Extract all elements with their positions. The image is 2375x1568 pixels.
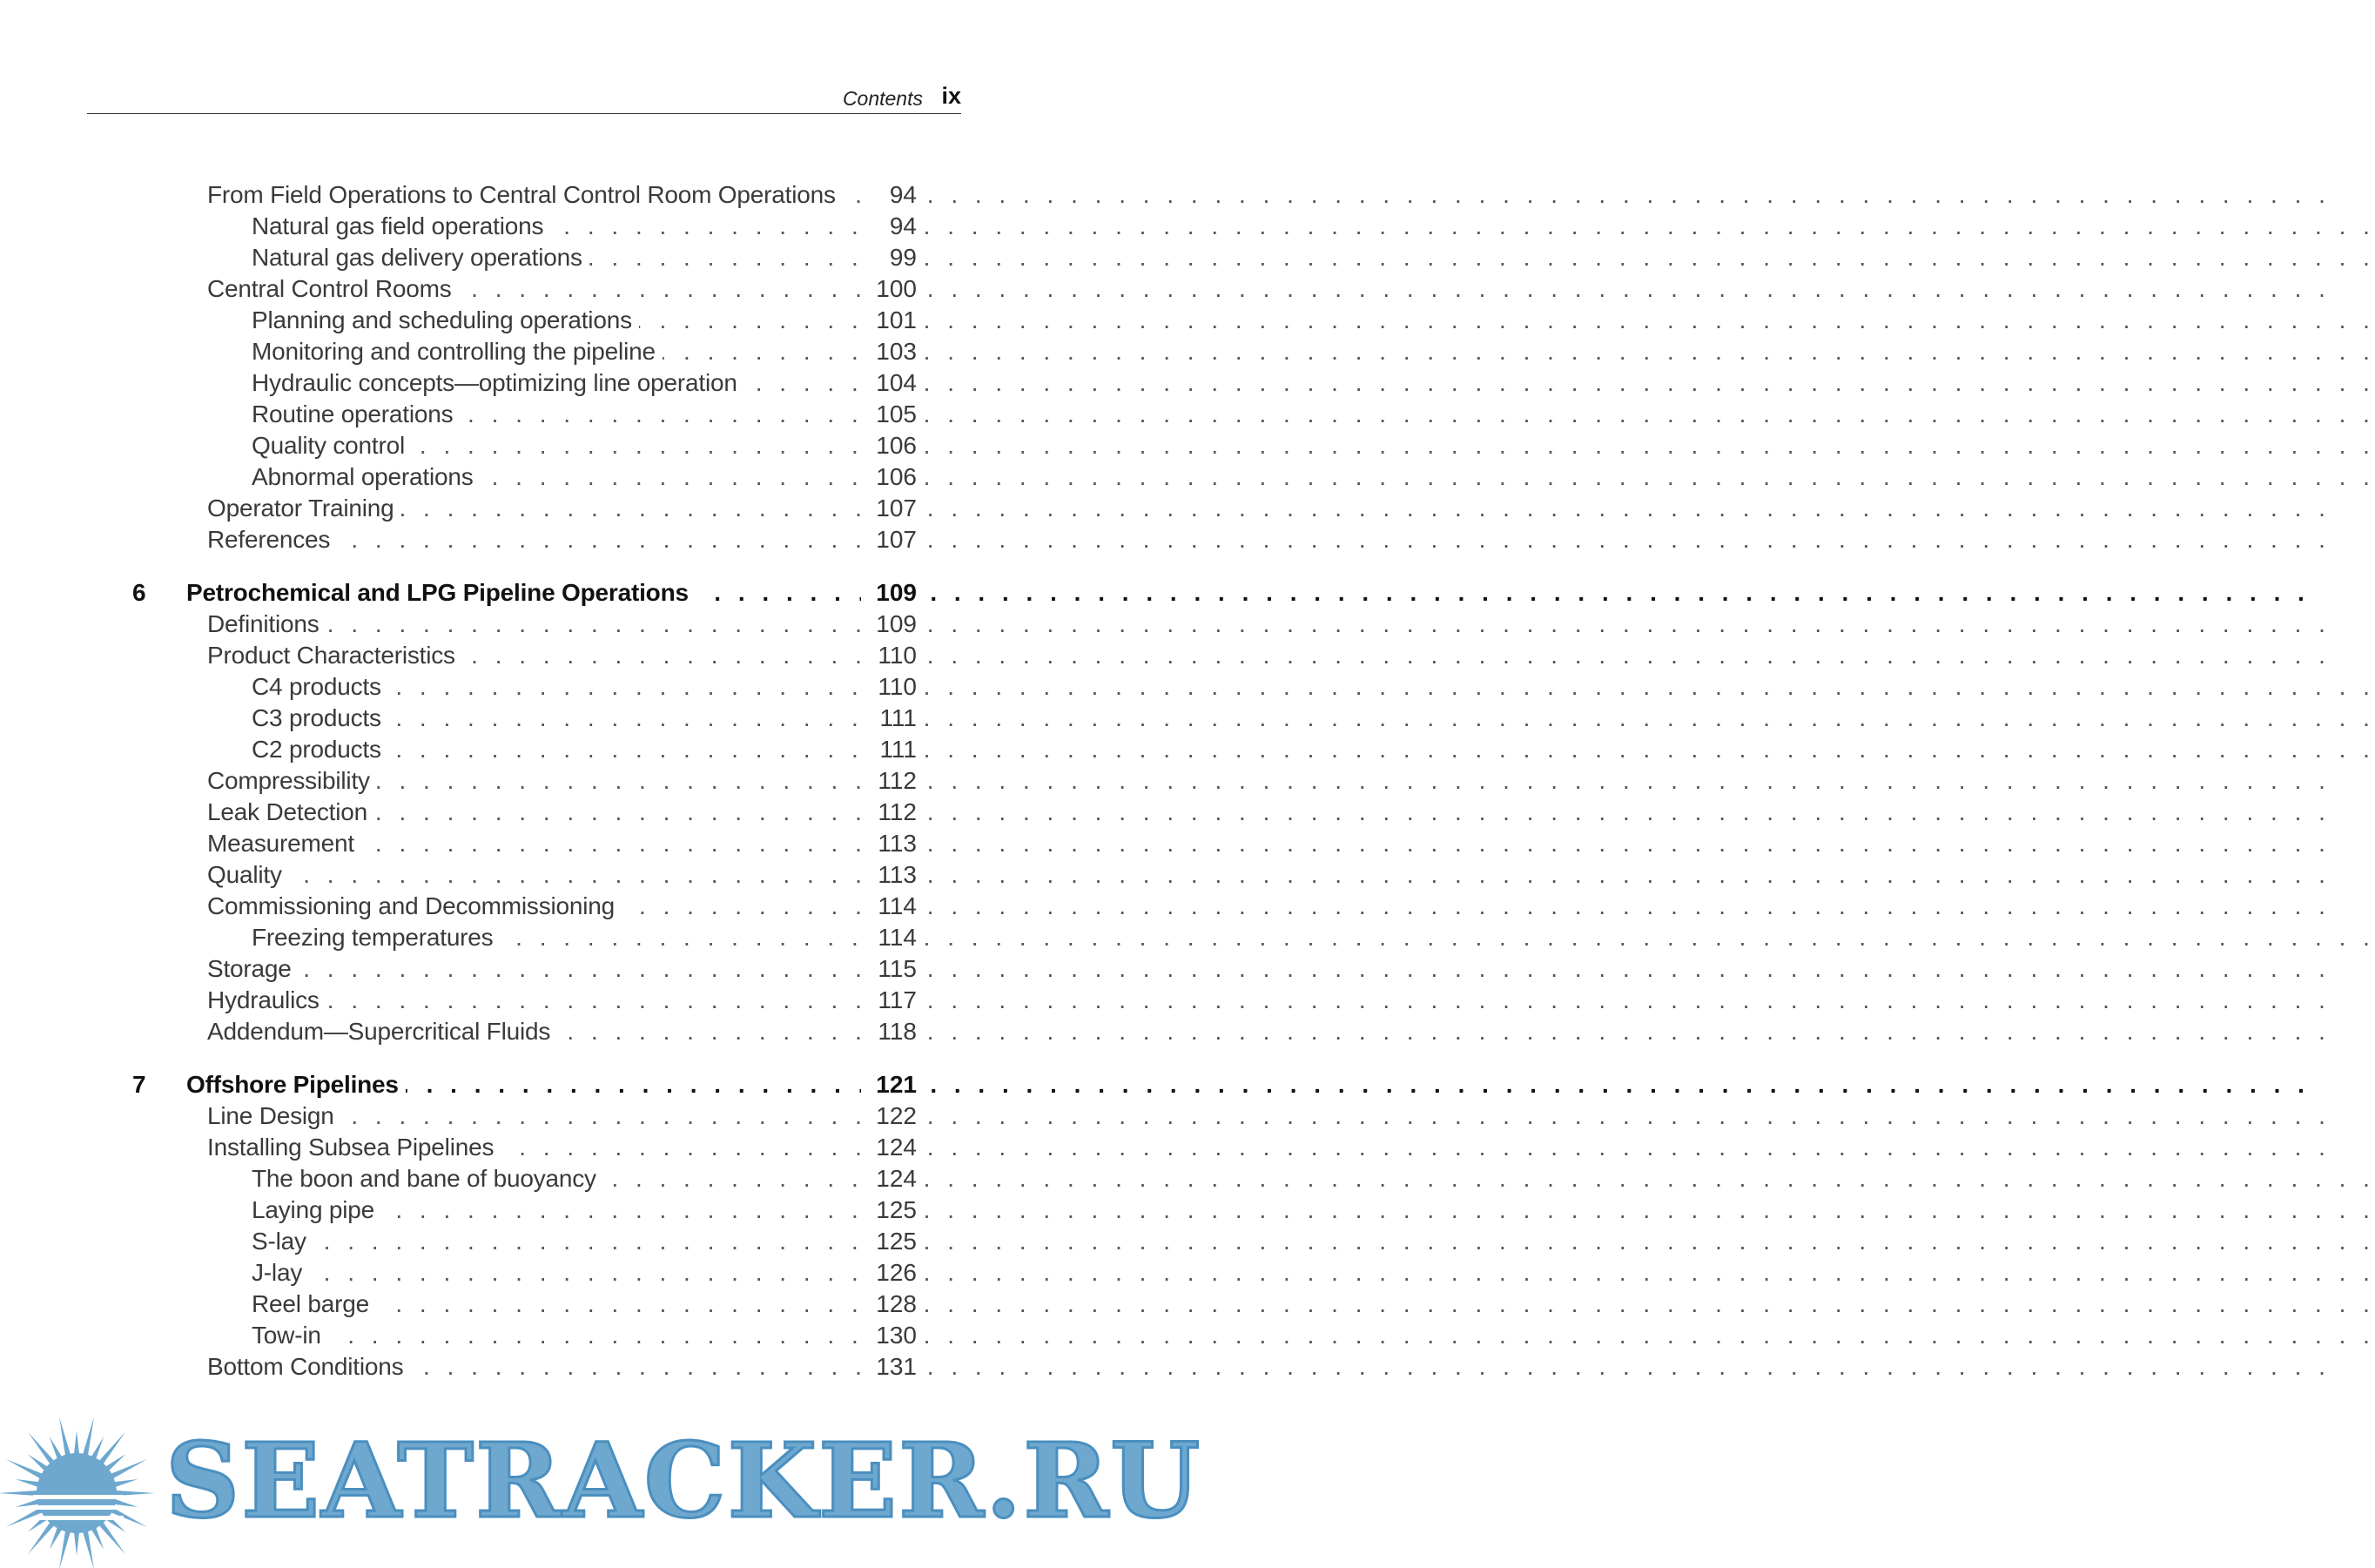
toc-entry-row[interactable] xyxy=(0,1163,1046,1195)
toc-entry-row[interactable] xyxy=(0,609,1046,640)
toc-entry-row[interactable] xyxy=(0,985,1046,1016)
toc-entry-row[interactable] xyxy=(0,273,1046,305)
sun-ray xyxy=(113,1479,138,1487)
sun-ray xyxy=(28,1521,55,1554)
toc-entry-title: Storage xyxy=(207,953,299,985)
sun-ray xyxy=(28,1432,55,1465)
toc-entry-page-number: 106 xyxy=(861,461,917,493)
toc-entry-title: Routine operations xyxy=(252,399,460,430)
toc-entry-title: Installing Subsea Pipelines xyxy=(207,1132,501,1163)
toc-entry-page-number: 94 xyxy=(861,179,917,211)
toc-entry-page-number: 100 xyxy=(861,273,917,305)
toc-chapter-number: 7 xyxy=(132,1071,146,1098)
toc-entry-row[interactable] xyxy=(0,922,1046,953)
toc-entry-title: Offshore Pipelines xyxy=(186,1069,406,1100)
toc-entry-page-number: 121 xyxy=(861,1069,917,1100)
sun-ray xyxy=(50,1437,63,1460)
toc-entry-row[interactable] xyxy=(0,524,1046,555)
toc-entry-row[interactable] xyxy=(0,828,1046,859)
toc-entry-page-number: 130 xyxy=(861,1320,917,1351)
toc-entry-row[interactable] xyxy=(0,211,1046,242)
toc-entry-page-number: 126 xyxy=(861,1257,917,1289)
toc-leader-dots xyxy=(207,859,915,891)
sun-ray xyxy=(83,1417,94,1457)
toc-entry-page-number: 101 xyxy=(861,305,917,336)
toc-entry-row[interactable] xyxy=(0,797,1046,828)
sun-ray xyxy=(91,1437,104,1460)
toc-entry-title: References xyxy=(207,524,337,555)
toc-entry-page-number: 107 xyxy=(861,493,917,524)
toc-entry-page-number: 109 xyxy=(861,609,917,640)
toc-entry-row[interactable] xyxy=(0,1320,1046,1351)
toc-entry-row[interactable] xyxy=(0,493,1046,524)
toc-entry-row[interactable] xyxy=(0,305,1046,336)
toc-entry-page-number: 110 xyxy=(861,671,917,703)
toc-entry-title: Reel barge xyxy=(252,1289,376,1320)
toc-entry-title: Operator Training xyxy=(207,493,401,524)
toc-entry-title: C3 products xyxy=(252,703,388,734)
toc-entry-title: Planning and scheduling operations xyxy=(252,305,639,336)
toc-entry-title: From Field Operations to Central Control Room Operations xyxy=(207,179,843,211)
toc-entry-row[interactable] xyxy=(0,1100,1046,1132)
toc-entry-page-number: 105 xyxy=(861,399,917,430)
sun-ray xyxy=(98,1432,125,1465)
sun-ray xyxy=(0,1491,38,1496)
toc-entry-title: Natural gas delivery operations xyxy=(252,242,589,273)
toc-entry-row[interactable] xyxy=(0,1016,1046,1047)
toc-entry-title: J-lay xyxy=(252,1257,309,1289)
toc-entry-title: Hydraulic concepts—optimizing line operation xyxy=(252,367,744,399)
toc-entry-page-number: 117 xyxy=(861,985,917,1016)
watermark xyxy=(0,1415,1202,1568)
toc-entry-row[interactable] xyxy=(0,1351,1046,1383)
sun-ray xyxy=(83,1530,94,1568)
toc-entry-title: Commissioning and Decommissioning xyxy=(207,891,622,922)
toc-entry-title: Compressibility xyxy=(207,765,377,797)
toc-entry-page-number: 131 xyxy=(861,1351,917,1383)
toc-entry-title: Quality control xyxy=(252,430,412,461)
sun-ray xyxy=(98,1521,125,1554)
toc-entry-title: Tow-in xyxy=(252,1320,328,1351)
sun-ray xyxy=(74,1430,79,1455)
toc-entry-row[interactable] xyxy=(0,336,1046,367)
toc-entry-row[interactable] xyxy=(0,1257,1046,1289)
toc-entry-page-number: 104 xyxy=(861,367,917,399)
sun-ray xyxy=(74,1531,79,1556)
toc-entry-page-number: 107 xyxy=(861,524,917,555)
toc-entry-title: Product Characteristics xyxy=(207,640,462,671)
toc-entry-title: Petrochemical and LPG Pipeline Operations xyxy=(186,577,696,609)
toc-entry-page-number: 111 xyxy=(861,703,917,734)
toc-entry-page-number: 115 xyxy=(861,953,917,985)
toc-entry-page-number: 122 xyxy=(861,1100,917,1132)
toc-entry-page-number: 114 xyxy=(861,891,917,922)
sun-logo-icon xyxy=(0,1415,165,1568)
toc-entry-title: The boon and bane of buoyancy xyxy=(252,1163,603,1195)
toc-entry-page-number: 94 xyxy=(861,211,917,242)
toc-entry-title: C2 products xyxy=(252,734,388,765)
toc-entry-row[interactable] xyxy=(0,1226,1046,1257)
toc-chapter-row[interactable] xyxy=(0,1069,1046,1100)
toc-entry-row[interactable] xyxy=(0,953,1046,985)
sun-ray xyxy=(91,1526,104,1550)
toc-entry-title: Laying pipe xyxy=(252,1195,381,1226)
running-header-section: Contents xyxy=(842,87,923,110)
toc-entry-page-number: 124 xyxy=(861,1163,917,1195)
toc-entry-page-number: 114 xyxy=(861,922,917,953)
toc-entry-page-number: 113 xyxy=(861,828,917,859)
toc-entry-row[interactable] xyxy=(0,242,1046,273)
toc-entry-title: Central Control Rooms xyxy=(207,273,459,305)
toc-entry-title: Natural gas field operations xyxy=(252,211,550,242)
toc-chapter-row[interactable] xyxy=(0,577,1046,609)
toc-entry-row[interactable] xyxy=(0,399,1046,430)
toc-entry-title: Definitions xyxy=(207,609,326,640)
toc-entry-title: S-lay xyxy=(252,1226,313,1257)
toc-entry-title: Abnormal operations xyxy=(252,461,481,493)
toc-entry-row[interactable] xyxy=(0,734,1046,765)
toc-entry-row[interactable] xyxy=(0,179,1046,211)
toc-entry-title: Leak Detection xyxy=(207,797,374,828)
toc-entry-title: Quality xyxy=(207,859,289,891)
toc-entry-row[interactable] xyxy=(0,1289,1046,1320)
toc-leader-dots xyxy=(252,1257,915,1289)
toc-entry-row[interactable] xyxy=(0,891,1046,922)
toc-entry-row[interactable] xyxy=(0,1132,1046,1163)
running-header xyxy=(87,80,961,114)
sun-ray xyxy=(59,1530,71,1568)
toc-entry-row[interactable] xyxy=(0,461,1046,493)
toc-entry-page-number: 112 xyxy=(861,765,917,797)
toc-entry-title: C4 products xyxy=(252,671,388,703)
watermark-text: SEATRACKER.RU xyxy=(165,1420,1202,1541)
toc-entry-row[interactable] xyxy=(0,859,1046,891)
sun-ray xyxy=(59,1417,71,1457)
toc-leader-dots xyxy=(252,1320,915,1351)
toc-entry-row[interactable] xyxy=(0,703,1046,734)
toc-entry-page-number: 109 xyxy=(861,577,917,609)
toc-entry-title: Addendum—Supercritical Fluids xyxy=(207,1016,557,1047)
toc-entry-row[interactable] xyxy=(0,430,1046,461)
toc-entry-page-number: 125 xyxy=(861,1226,917,1257)
toc-entry-page-number: 124 xyxy=(861,1132,917,1163)
toc-entry-page-number: 125 xyxy=(861,1195,917,1226)
toc-entry-page-number: 106 xyxy=(861,430,917,461)
toc-entry-title: Freezing temperatures xyxy=(252,922,500,953)
toc-entry-page-number: 111 xyxy=(861,734,917,765)
toc-leader-dots xyxy=(252,1226,915,1257)
toc-entry-title: Measurement xyxy=(207,828,361,859)
toc-entry-page-number: 99 xyxy=(861,242,917,273)
toc-entry-page-number: 103 xyxy=(861,336,917,367)
toc-entry-page-number: 113 xyxy=(861,859,917,891)
running-header-page-number: ix xyxy=(941,83,961,109)
toc-entry-page-number: 128 xyxy=(861,1289,917,1320)
toc-chapter-number: 6 xyxy=(132,579,146,606)
toc-entry-title: Line Design xyxy=(207,1100,341,1132)
toc-entry-row[interactable] xyxy=(0,367,1046,399)
toc-entry-page-number: 112 xyxy=(861,797,917,828)
toc-entry-title: Bottom Conditions xyxy=(207,1351,410,1383)
toc-entry-row[interactable] xyxy=(0,640,1046,671)
toc-entry-row[interactable] xyxy=(0,765,1046,797)
toc-entry-page-number: 118 xyxy=(861,1016,917,1047)
toc-entry-title: Monitoring and controlling the pipeline xyxy=(252,336,663,367)
toc-entry-row[interactable] xyxy=(0,1195,1046,1226)
toc-entry-row[interactable] xyxy=(0,671,1046,703)
sun-ray xyxy=(16,1479,40,1487)
toc-entry-title: Hydraulics xyxy=(207,985,326,1016)
toc-entry-page-number: 110 xyxy=(861,640,917,671)
toc-leader-dots xyxy=(207,953,915,985)
sun-ray xyxy=(50,1526,63,1550)
